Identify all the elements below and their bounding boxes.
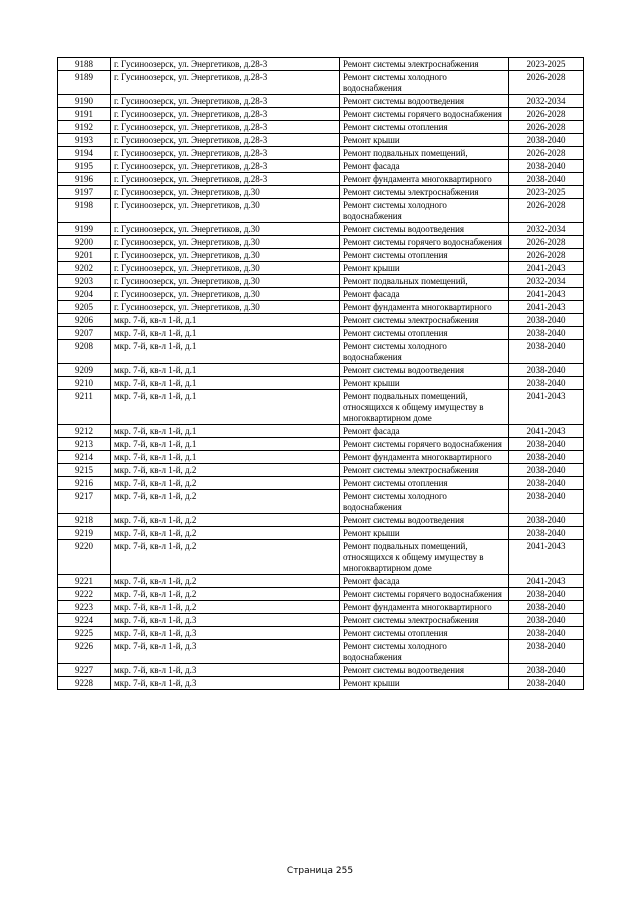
row-period: 2038-2040	[509, 134, 584, 147]
row-work-type: Ремонт фундамента многоквартирного	[340, 451, 509, 464]
row-address: мкр. 7-й, кв-л 1-й, д.2	[111, 575, 340, 588]
row-work-type: Ремонт системы отопления	[340, 121, 509, 134]
row-number: 9206	[58, 314, 111, 327]
row-work-type: Ремонт крыши	[340, 262, 509, 275]
page-number: Страница 255	[286, 866, 354, 876]
row-work-type: Ремонт системы холодного водоснабжения	[340, 340, 509, 364]
row-period: 2038-2040	[509, 601, 584, 614]
row-number: 9209	[58, 364, 111, 377]
row-address: г. Гусиноозерск, ул. Энергетиков, д.28-3	[111, 71, 340, 95]
row-number: 9202	[58, 262, 111, 275]
row-work-type: Ремонт системы электроснабжения	[340, 314, 509, 327]
row-address: г. Гусиноозерск, ул. Энергетиков, д.30	[111, 223, 340, 236]
table-row	[58, 490, 584, 514]
row-number: 9222	[58, 588, 111, 601]
table-row	[58, 514, 584, 527]
row-period: 2038-2040	[509, 364, 584, 377]
row-number: 9196	[58, 173, 111, 186]
row-address: мкр. 7-й, кв-л 1-й, д.2	[111, 514, 340, 527]
row-number: 9228	[58, 677, 111, 690]
table-row	[58, 173, 584, 186]
row-period: 2038-2040	[509, 664, 584, 677]
row-number: 9226	[58, 640, 111, 664]
row-period: 2038-2040	[509, 438, 584, 451]
row-work-type: Ремонт фасада	[340, 288, 509, 301]
row-period: 2023-2025	[509, 58, 584, 71]
row-work-type: Ремонт подвальных помещений,	[340, 275, 509, 288]
page-footer	[0, 866, 640, 876]
row-address: г. Гусиноозерск, ул. Энергетиков, д.30	[111, 275, 340, 288]
row-work-type: Ремонт системы электроснабжения	[340, 58, 509, 71]
row-address: мкр. 7-й, кв-л 1-й, д.1	[111, 340, 340, 364]
row-number: 9225	[58, 627, 111, 640]
row-work-type: Ремонт системы электроснабжения	[340, 614, 509, 627]
row-period: 2026-2028	[509, 236, 584, 249]
row-work-type: Ремонт системы горячего водоснабжения	[340, 236, 509, 249]
table-row	[58, 147, 584, 160]
row-address: мкр. 7-й, кв-л 1-й, д.3	[111, 640, 340, 664]
row-address: мкр. 7-й, кв-л 1-й, д.1	[111, 425, 340, 438]
row-work-type: Ремонт фасада	[340, 425, 509, 438]
row-work-type: Ремонт системы водоотведения	[340, 364, 509, 377]
row-period: 2038-2040	[509, 377, 584, 390]
table-row	[58, 134, 584, 147]
row-address: г. Гусиноозерск, ул. Энергетиков, д.30	[111, 301, 340, 314]
row-number: 9205	[58, 301, 111, 314]
row-address: г. Гусиноозерск, ул. Энергетиков, д.28-3	[111, 147, 340, 160]
row-address: г. Гусиноозерск, ул. Энергетиков, д.28-3	[111, 108, 340, 121]
table-row	[58, 160, 584, 173]
row-work-type: Ремонт системы отопления	[340, 627, 509, 640]
table-row	[58, 340, 584, 364]
row-work-type: Ремонт подвальных помещений, относящихся к общему имуществу в многоквартирном доме	[340, 540, 509, 575]
table-row	[58, 640, 584, 664]
row-number: 9194	[58, 147, 111, 160]
row-period: 2041-2043	[509, 390, 584, 425]
row-address: г. Гусиноозерск, ул. Энергетиков, д.28-3	[111, 134, 340, 147]
row-number: 9214	[58, 451, 111, 464]
table-row	[58, 95, 584, 108]
table-row	[58, 275, 584, 288]
row-work-type: Ремонт системы водоотведения	[340, 664, 509, 677]
row-address: г. Гусиноозерск, ул. Энергетиков, д.30	[111, 262, 340, 275]
row-period: 2041-2043	[509, 425, 584, 438]
row-number: 9216	[58, 477, 111, 490]
row-work-type: Ремонт системы водоотведения	[340, 514, 509, 527]
table-row	[58, 575, 584, 588]
row-period: 2038-2040	[509, 314, 584, 327]
row-number: 9191	[58, 108, 111, 121]
row-period: 2038-2040	[509, 327, 584, 340]
row-work-type: Ремонт крыши	[340, 677, 509, 690]
table-row	[58, 451, 584, 464]
row-work-type: Ремонт фундамента многоквартирного	[340, 173, 509, 186]
row-address: г. Гусиноозерск, ул. Энергетиков, д.30	[111, 288, 340, 301]
row-address: мкр. 7-й, кв-л 1-й, д.1	[111, 327, 340, 340]
row-address: г. Гусиноозерск, ул. Энергетиков, д.28-3	[111, 58, 340, 71]
row-work-type: Ремонт системы отопления	[340, 249, 509, 262]
table-row	[58, 588, 584, 601]
table-body	[58, 58, 584, 690]
table-row	[58, 314, 584, 327]
row-period: 2041-2043	[509, 575, 584, 588]
row-address: г. Гусиноозерск, ул. Энергетиков, д.28-3	[111, 160, 340, 173]
row-work-type: Ремонт фундамента многоквартирного	[340, 301, 509, 314]
table-row	[58, 301, 584, 314]
row-number: 9203	[58, 275, 111, 288]
row-period: 2038-2040	[509, 677, 584, 690]
table-row	[58, 327, 584, 340]
row-number: 9227	[58, 664, 111, 677]
row-work-type: Ремонт системы отопления	[340, 477, 509, 490]
row-address: г. Гусиноозерск, ул. Энергетиков, д.28-3	[111, 121, 340, 134]
row-number: 9198	[58, 199, 111, 223]
row-number: 9201	[58, 249, 111, 262]
row-period: 2038-2040	[509, 490, 584, 514]
row-number: 9190	[58, 95, 111, 108]
row-number: 9189	[58, 71, 111, 95]
row-number: 9200	[58, 236, 111, 249]
row-work-type: Ремонт фасада	[340, 160, 509, 173]
row-period: 2041-2043	[509, 262, 584, 275]
row-period: 2038-2040	[509, 640, 584, 664]
row-number: 9224	[58, 614, 111, 627]
table-row	[58, 425, 584, 438]
row-period: 2032-2034	[509, 223, 584, 236]
table-row	[58, 477, 584, 490]
row-period: 2032-2034	[509, 275, 584, 288]
row-work-type: Ремонт системы горячего водоснабжения	[340, 108, 509, 121]
row-work-type: Ремонт системы холодного водоснабжения	[340, 640, 509, 664]
row-period: 2026-2028	[509, 71, 584, 95]
table-row	[58, 377, 584, 390]
row-address: мкр. 7-й, кв-л 1-й, д.3	[111, 664, 340, 677]
row-address: мкр. 7-й, кв-л 1-й, д.2	[111, 527, 340, 540]
row-period: 2038-2040	[509, 527, 584, 540]
row-number: 9192	[58, 121, 111, 134]
row-number: 9212	[58, 425, 111, 438]
table-row	[58, 438, 584, 451]
row-period: 2026-2028	[509, 108, 584, 121]
row-period: 2041-2043	[509, 301, 584, 314]
row-work-type: Ремонт системы водоотведения	[340, 223, 509, 236]
row-address: мкр. 7-й, кв-л 1-й, д.3	[111, 627, 340, 640]
row-number: 9213	[58, 438, 111, 451]
table-row	[58, 540, 584, 575]
row-period: 2026-2028	[509, 249, 584, 262]
row-work-type: Ремонт подвальных помещений,	[340, 147, 509, 160]
row-work-type: Ремонт системы холодного водоснабжения	[340, 71, 509, 95]
row-address: мкр. 7-й, кв-л 1-й, д.2	[111, 540, 340, 575]
repair-schedule-table	[57, 57, 584, 690]
row-number: 9195	[58, 160, 111, 173]
table-row	[58, 236, 584, 249]
row-number: 9215	[58, 464, 111, 477]
row-work-type: Ремонт фундамента многоквартирного	[340, 601, 509, 614]
row-period: 2038-2040	[509, 588, 584, 601]
row-work-type: Ремонт системы электроснабжения	[340, 186, 509, 199]
row-period: 2026-2028	[509, 147, 584, 160]
row-number: 9218	[58, 514, 111, 527]
row-work-type: Ремонт системы холодного водоснабжения	[340, 490, 509, 514]
table-row	[58, 664, 584, 677]
row-work-type: Ремонт крыши	[340, 527, 509, 540]
row-address: мкр. 7-й, кв-л 1-й, д.1	[111, 364, 340, 377]
row-period: 2023-2025	[509, 186, 584, 199]
row-work-type: Ремонт фасада	[340, 575, 509, 588]
table-row	[58, 199, 584, 223]
row-period: 2026-2028	[509, 199, 584, 223]
table-row	[58, 627, 584, 640]
table-row	[58, 71, 584, 95]
row-address: мкр. 7-й, кв-л 1-й, д.2	[111, 588, 340, 601]
table-row	[58, 186, 584, 199]
row-period: 2032-2034	[509, 95, 584, 108]
row-work-type: Ремонт системы горячего водоснабжения	[340, 438, 509, 451]
row-number: 9204	[58, 288, 111, 301]
row-period: 2041-2043	[509, 288, 584, 301]
row-address: мкр. 7-й, кв-л 1-й, д.2	[111, 464, 340, 477]
row-period: 2038-2040	[509, 614, 584, 627]
row-work-type: Ремонт крыши	[340, 134, 509, 147]
row-number: 9217	[58, 490, 111, 514]
row-address: г. Гусиноозерск, ул. Энергетиков, д.28-3	[111, 95, 340, 108]
table-row	[58, 677, 584, 690]
row-work-type: Ремонт системы водоотведения	[340, 95, 509, 108]
row-number: 9223	[58, 601, 111, 614]
table-row	[58, 249, 584, 262]
row-number: 9221	[58, 575, 111, 588]
table-row	[58, 288, 584, 301]
row-number: 9219	[58, 527, 111, 540]
row-address: мкр. 7-й, кв-л 1-й, д.1	[111, 451, 340, 464]
row-period: 2038-2040	[509, 514, 584, 527]
row-period: 2038-2040	[509, 477, 584, 490]
row-work-type: Ремонт системы отопления	[340, 327, 509, 340]
row-address: мкр. 7-й, кв-л 1-й, д.1	[111, 390, 340, 425]
row-period: 2038-2040	[509, 627, 584, 640]
row-address: г. Гусиноозерск, ул. Энергетиков, д.30	[111, 199, 340, 223]
row-number: 9210	[58, 377, 111, 390]
row-address: мкр. 7-й, кв-л 1-й, д.1	[111, 438, 340, 451]
table-row	[58, 601, 584, 614]
row-address: мкр. 7-й, кв-л 1-й, д.1	[111, 314, 340, 327]
table-row	[58, 108, 584, 121]
row-address: мкр. 7-й, кв-л 1-й, д.2	[111, 601, 340, 614]
row-work-type: Ремонт системы холодного водоснабжения	[340, 199, 509, 223]
row-work-type: Ремонт системы электроснабжения	[340, 464, 509, 477]
row-address: г. Гусиноозерск, ул. Энергетиков, д.30	[111, 186, 340, 199]
row-address: мкр. 7-й, кв-л 1-й, д.3	[111, 614, 340, 627]
row-number: 9211	[58, 390, 111, 425]
row-work-type: Ремонт крыши	[340, 377, 509, 390]
row-number: 9220	[58, 540, 111, 575]
row-address: мкр. 7-й, кв-л 1-й, д.2	[111, 490, 340, 514]
table-row	[58, 58, 584, 71]
row-address: г. Гусиноозерск, ул. Энергетиков, д.30	[111, 249, 340, 262]
row-number: 9208	[58, 340, 111, 364]
row-number: 9207	[58, 327, 111, 340]
table-row	[58, 464, 584, 477]
row-period: 2038-2040	[509, 173, 584, 186]
row-period: 2038-2040	[509, 451, 584, 464]
table-row	[58, 121, 584, 134]
row-number: 9199	[58, 223, 111, 236]
row-period: 2038-2040	[509, 340, 584, 364]
row-number: 9188	[58, 58, 111, 71]
row-number: 9193	[58, 134, 111, 147]
row-address: мкр. 7-й, кв-л 1-й, д.2	[111, 477, 340, 490]
table-row	[58, 223, 584, 236]
table-row	[58, 390, 584, 425]
table-row	[58, 364, 584, 377]
table-row	[58, 527, 584, 540]
row-period: 2026-2028	[509, 121, 584, 134]
row-period: 2041-2043	[509, 540, 584, 575]
row-period: 2038-2040	[509, 160, 584, 173]
row-address: г. Гусиноозерск, ул. Энергетиков, д.28-3	[111, 173, 340, 186]
row-address: мкр. 7-й, кв-л 1-й, д.3	[111, 677, 340, 690]
row-address: г. Гусиноозерск, ул. Энергетиков, д.30	[111, 236, 340, 249]
row-address: мкр. 7-й, кв-л 1-й, д.1	[111, 377, 340, 390]
table-row	[58, 614, 584, 627]
row-work-type: Ремонт подвальных помещений, относящихся к общему имуществу в многоквартирном доме	[340, 390, 509, 425]
row-work-type: Ремонт системы горячего водоснабжения	[340, 588, 509, 601]
row-number: 9197	[58, 186, 111, 199]
table-row	[58, 262, 584, 275]
row-period: 2038-2040	[509, 464, 584, 477]
